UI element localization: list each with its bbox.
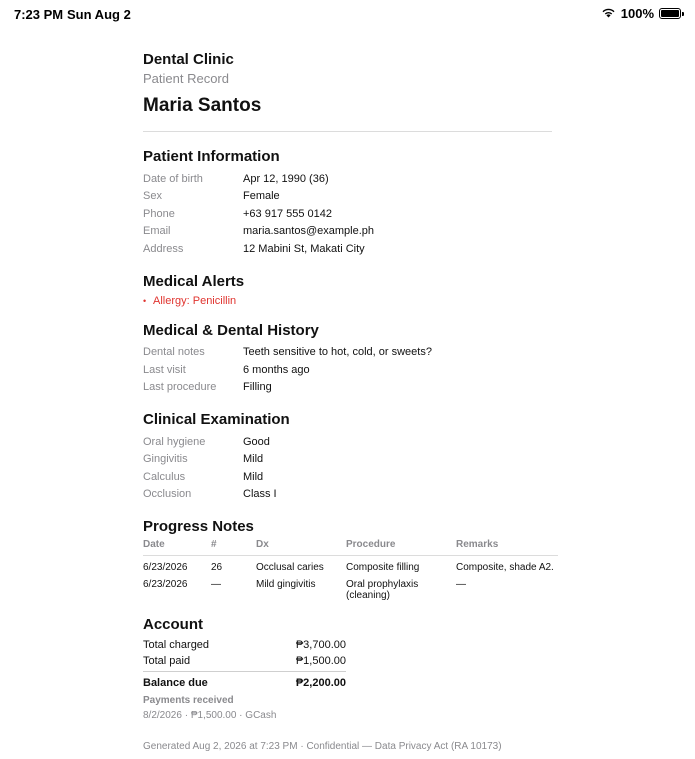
account-section (143, 616, 558, 721)
field-value: 6 months ago (243, 363, 310, 376)
table-cell: — (211, 579, 221, 590)
field-label: Last visit (143, 363, 186, 376)
field-value: Good (243, 435, 270, 448)
total-charged-row (143, 637, 346, 653)
field-label: Dental notes (143, 346, 205, 359)
info-row-dob (143, 170, 558, 188)
section-title: Medical & Dental History (143, 321, 319, 339)
battery-icon (659, 8, 681, 19)
patient-info-section (143, 148, 558, 258)
balance-due-row (143, 671, 346, 691)
field-label: Total charged (143, 639, 210, 651)
section-title: Clinical Examination (143, 411, 290, 428)
account-summary (143, 637, 346, 691)
field-value: Female (243, 190, 280, 203)
section-title: Account (143, 616, 203, 633)
column-header: Remarks (456, 539, 558, 556)
field-value: 12 Mabini St, Makati City (243, 242, 365, 255)
status-bar (0, 0, 695, 28)
bullet-icon: • (143, 295, 147, 306)
exam-row (143, 433, 558, 451)
column-header: # (211, 539, 256, 556)
status-date: Sun Aug 2 (67, 7, 131, 22)
footer-note: Generated Aug 2, 2026 at 7:23 PM · Confidential — Data Privacy Act (RA 10173) (143, 741, 502, 752)
field-label: Address (143, 242, 184, 255)
alert-item (143, 295, 558, 307)
battery-level (661, 10, 679, 17)
history-row (143, 379, 558, 397)
field-value: Filling (243, 381, 272, 394)
info-row-sex (143, 188, 558, 206)
table-cell: 6/23/2026 (143, 562, 188, 573)
column-header: Dx (256, 539, 346, 556)
field-label: Sex (143, 190, 162, 203)
field-value: Mild (243, 453, 264, 466)
field-label: Gingivitis (143, 453, 188, 466)
table-cell: 26 (211, 562, 223, 573)
column-header: Procedure (346, 539, 456, 556)
payments-heading: Payments received (143, 695, 234, 706)
field-label: Total paid (143, 655, 191, 667)
table-cell: 6/23/2026 (143, 579, 188, 590)
info-row-email (143, 223, 558, 241)
table-cell: Composite filling (346, 562, 420, 573)
history-row (143, 344, 558, 362)
field-label: Occlusion (143, 488, 192, 501)
info-row-phone (143, 205, 558, 223)
field-value: Mild (243, 470, 264, 483)
info-row-address (143, 240, 558, 258)
field-label: Email (143, 225, 171, 238)
progress-notes-section (143, 518, 558, 601)
field-label: Last procedure (143, 381, 217, 394)
medical-alerts-section (143, 273, 558, 307)
table-cell: Mild gingivitis (256, 579, 316, 590)
status-indicators (601, 6, 681, 21)
balance-due-value: ₱2,200.00 (295, 676, 346, 689)
table-cell: Composite, shade A2. (456, 562, 554, 573)
section-title: Medical Alerts (143, 272, 245, 290)
table-cell: Oral prophylaxis (cleaning) (346, 579, 419, 601)
battery-percent: 100% (620, 6, 654, 21)
status-time: 7:23 PM (14, 7, 64, 22)
header-divider (143, 131, 552, 132)
table-cell: — (456, 579, 466, 590)
history-section (143, 322, 558, 397)
history-row (143, 361, 558, 379)
section-title: Patient Information (143, 148, 280, 165)
field-value: maria.santos@example.ph (243, 225, 375, 238)
payment-item: 8/2/2026 · ₱1,500.00 · GCash (143, 710, 277, 721)
wifi-icon (601, 6, 616, 21)
field-value: +63 917 555 0142 (243, 207, 333, 220)
column-header: Date (143, 539, 211, 556)
section-title: Progress Notes (143, 518, 254, 535)
total-charged-value: ₱3,700.00 (295, 639, 346, 651)
exam-row (143, 468, 558, 486)
exam-row (143, 451, 558, 469)
table-row (143, 556, 558, 574)
field-label: Phone (143, 207, 175, 220)
field-label: Balance due (143, 676, 208, 689)
patient-name: Maria Santos (143, 95, 262, 116)
progress-notes-table (143, 539, 558, 601)
field-label: Calculus (143, 470, 186, 483)
alert-text: Allergy: Penicillin (153, 294, 237, 307)
exam-section (143, 411, 558, 503)
table-header-row (143, 539, 558, 556)
field-value: Apr 12, 1990 (36) (243, 172, 329, 185)
field-value: Class I (243, 488, 277, 501)
total-paid-row (143, 653, 346, 669)
total-paid-value: ₱1,500.00 (295, 655, 346, 667)
table-row (143, 573, 558, 601)
field-label: Date of birth (143, 172, 203, 185)
clinic-name: Dental Clinic (143, 51, 234, 68)
table-cell: Occlusal caries (256, 562, 324, 573)
field-value: Teeth sensitive to hot, cold, or sweets? (243, 346, 432, 359)
record-subtitle: Patient Record (143, 71, 229, 86)
exam-row (143, 486, 558, 504)
patient-record (143, 51, 558, 752)
field-label: Oral hygiene (143, 435, 206, 448)
